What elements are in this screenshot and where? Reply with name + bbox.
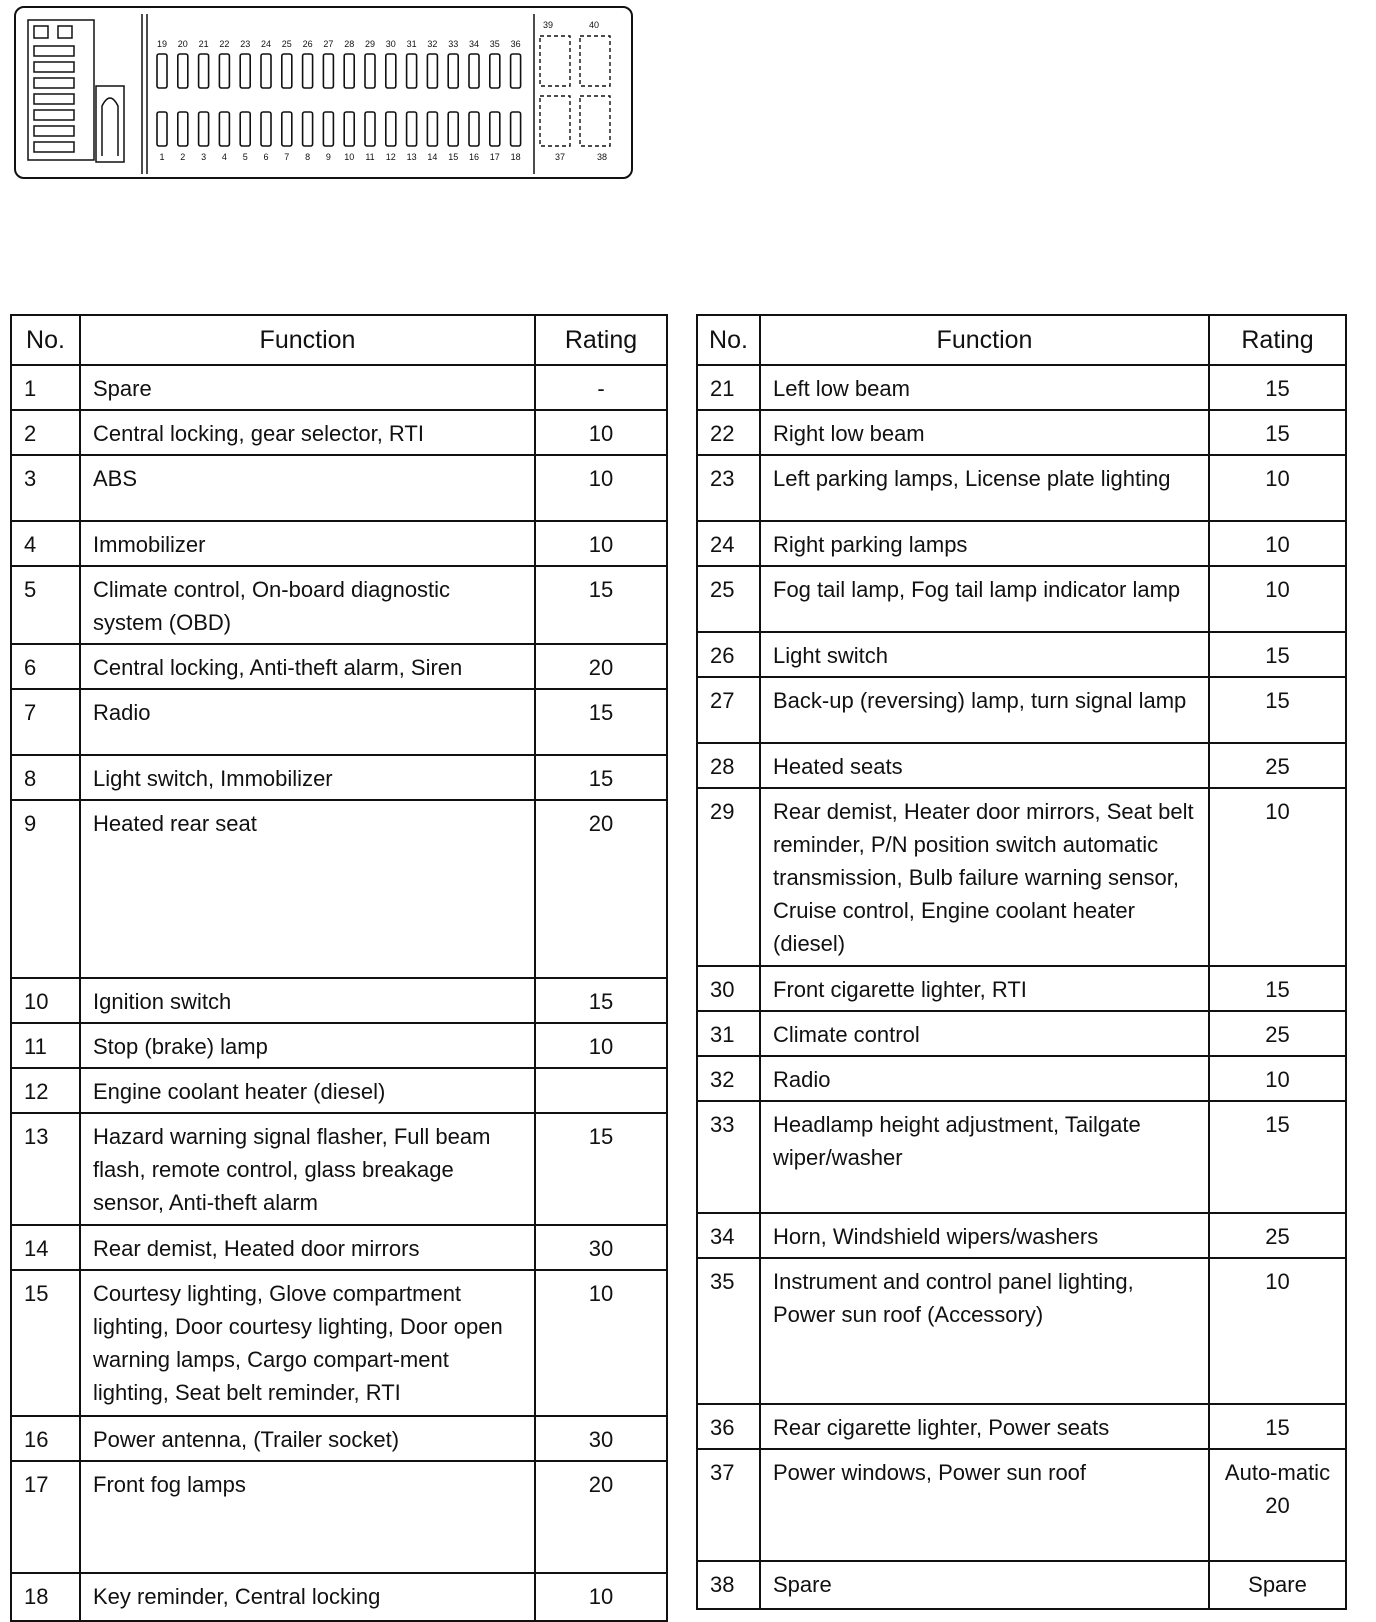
fuse-label: 19 [156, 39, 168, 49]
table-row [11, 978, 667, 1023]
fuse-number: 26 [697, 632, 760, 677]
fuse-number: 25 [697, 566, 760, 632]
fuse-slot [344, 54, 354, 88]
header-function: Function [80, 315, 535, 365]
fuse-slot [365, 112, 375, 146]
top-fuse-number-labels [157, 39, 521, 49]
fuse-rating: 20 [535, 1461, 667, 1573]
fuse-number: 34 [697, 1213, 760, 1258]
fuse-label: 15 [448, 152, 459, 162]
fuse-label: 27 [323, 39, 334, 49]
table-row [697, 365, 1346, 410]
large-fuse-slots [540, 20, 610, 162]
table-row [697, 1011, 1346, 1056]
table-row [697, 1258, 1346, 1404]
table-row [697, 1213, 1346, 1258]
fuse-function: Rear demist, Heated door mirrors [80, 1225, 535, 1270]
fuse-rating: 30 [535, 1225, 667, 1270]
fuse-number: 14 [11, 1225, 80, 1270]
fuse-label: 8 [305, 152, 311, 162]
fuse-table-left [10, 314, 668, 1622]
fuse-function: Central locking, gear selector, RTI [80, 410, 535, 455]
table-row [697, 966, 1346, 1011]
fuse-number: 18 [11, 1573, 80, 1621]
table-row [697, 788, 1346, 966]
fuse-label: 9 [325, 152, 331, 162]
table-row [697, 632, 1346, 677]
fuse-function: Instrument and control panel lighting, Power sun roof (Accessory) [760, 1258, 1209, 1404]
fuse-label: 30 [385, 39, 396, 49]
table-row [697, 1404, 1346, 1449]
fuse-number: 38 [697, 1561, 760, 1609]
fuse-number: 22 [697, 410, 760, 455]
fuse-number: 27 [697, 677, 760, 743]
fuse-slot [490, 112, 500, 146]
fuse-number: 36 [697, 1404, 760, 1449]
fuse-rating: 15 [535, 755, 667, 800]
large-fuse-label: 37 [554, 152, 566, 162]
fuse-rating: 10 [1209, 1258, 1346, 1404]
fuse-rating: 15 [1209, 365, 1346, 410]
fuse-number: 5 [11, 566, 80, 644]
fuse-slot [448, 112, 458, 146]
fuse-rating: 15 [535, 689, 667, 755]
fuse-number: 17 [11, 1461, 80, 1573]
table-row [11, 1461, 667, 1573]
fuse-function: Headlamp height adjustment, Tailgate wiper/washer [760, 1101, 1209, 1213]
large-fuse-label: 38 [596, 152, 608, 162]
fuse-slot [386, 112, 396, 146]
fuse-function: Fog tail lamp, Fog tail lamp indicator lamp [760, 566, 1209, 632]
fuse-rating: 15 [1209, 1101, 1346, 1213]
fuse-label: 3 [201, 152, 207, 162]
fuse-label: 4 [221, 152, 227, 162]
fuse-number: 9 [11, 800, 80, 978]
large-fuse-label: 40 [588, 20, 600, 30]
fuse-function: ABS [80, 455, 535, 521]
top-fuse-row [157, 54, 521, 88]
fuse-label: 32 [427, 39, 438, 49]
table-row [697, 677, 1346, 743]
fuse-slot [157, 112, 167, 146]
fuse-slot [323, 54, 333, 88]
fuse-function: Right parking lamps [760, 521, 1209, 566]
fuse-slot [469, 112, 479, 146]
large-fuse-slot [580, 36, 610, 86]
fuse-slot [199, 112, 209, 146]
fuse-label: 2 [180, 152, 186, 162]
fuse-slot [282, 112, 292, 146]
fuse-label: 21 [198, 39, 209, 49]
fuse-function: Ignition switch [80, 978, 535, 1023]
fuse-number: 37 [697, 1449, 760, 1561]
fuse-rating: 25 [1209, 1011, 1346, 1056]
table-row [11, 689, 667, 755]
table-row [697, 521, 1346, 566]
fuse-rating: 10 [1209, 1056, 1346, 1101]
fuse-label: 35 [489, 39, 500, 49]
fuse-slot [178, 112, 188, 146]
table-row [11, 1068, 667, 1113]
fuse-rating: 10 [1209, 566, 1346, 632]
fuse-number: 7 [11, 689, 80, 755]
fuse-function: Climate control, On-board diagnostic system (OBD) [80, 566, 535, 644]
fuse-slot [240, 112, 250, 146]
table-row [11, 1023, 667, 1068]
fuse-slot [219, 112, 229, 146]
fuse-label: 31 [406, 39, 417, 49]
large-fuse-label: 39 [542, 20, 554, 30]
header-rating: Rating [1209, 315, 1346, 365]
fuse-function: Left low beam [760, 365, 1209, 410]
fuse-function: Power antenna, (Trailer socket) [80, 1416, 535, 1461]
fuse-function: Radio [80, 689, 535, 755]
table-row [697, 566, 1346, 632]
fuse-function: Light switch, Immobilizer [80, 755, 535, 800]
table-row [11, 1416, 667, 1461]
fuse-label: 14 [427, 152, 438, 162]
table-row [11, 1270, 667, 1416]
fuse-number: 2 [11, 410, 80, 455]
fuse-function: Rear cigarette lighter, Power seats [760, 1404, 1209, 1449]
fuse-function: Heated rear seat [80, 800, 535, 978]
fuse-rating: 15 [1209, 677, 1346, 743]
header-no: No. [11, 315, 80, 365]
fuse-number: 3 [11, 455, 80, 521]
fuse-label: 12 [385, 152, 396, 162]
fuse-function: Spare [760, 1561, 1209, 1609]
fuse-slot [199, 54, 209, 88]
fuse-rating: 10 [535, 455, 667, 521]
table-row [697, 1449, 1346, 1561]
fuse-rating: 10 [1209, 455, 1346, 521]
fuse-rating: 25 [1209, 743, 1346, 788]
fuse-label: 36 [510, 39, 521, 49]
fuse-function: Climate control [760, 1011, 1209, 1056]
fuse-function: Heated seats [760, 743, 1209, 788]
fuse-function: Courtesy lighting, Glove compartment lighting, Door courtesy lighting, Door open warning lamps, Cargo compart-ment lighting, Seat belt reminder, RTI [80, 1270, 535, 1416]
fuse-slot [511, 112, 521, 146]
fuse-number: 23 [697, 455, 760, 521]
table-row [697, 1056, 1346, 1101]
fuse-label: 33 [448, 39, 459, 49]
table-row [697, 1561, 1346, 1609]
fuse-number: 30 [697, 966, 760, 1011]
fuse-rating: 25 [1209, 1213, 1346, 1258]
fuse-slot [261, 54, 271, 88]
fuse-label: 5 [242, 152, 248, 162]
fuse-slot [323, 112, 333, 146]
fuse-slot [427, 54, 437, 88]
table-row [697, 455, 1346, 521]
fuse-rating: 10 [1209, 521, 1346, 566]
fuse-slot [303, 54, 313, 88]
fuse-label: 24 [260, 39, 272, 49]
fuse-function: Front fog lamps [80, 1461, 535, 1573]
large-fuse-slot [540, 96, 570, 146]
fuse-number: 10 [11, 978, 80, 1023]
fuse-label: 23 [240, 39, 251, 49]
fuse-function: Power windows, Power sun roof [760, 1449, 1209, 1561]
fuse-rating: 30 [535, 1416, 667, 1461]
fuse-label: 11 [365, 152, 375, 162]
table-row [11, 800, 667, 978]
table-row [697, 743, 1346, 788]
fuse-label: 10 [344, 152, 355, 162]
fuse-slot [261, 112, 271, 146]
fuse-label: 20 [177, 39, 188, 49]
fuse-slot [469, 54, 479, 88]
fuse-function: Engine coolant heater (diesel) [80, 1068, 535, 1113]
fuse-slot [219, 54, 229, 88]
fuse-number: 12 [11, 1068, 80, 1113]
fuse-label: 22 [219, 39, 230, 49]
large-fuse-slot [580, 96, 610, 146]
fuse-label: 25 [281, 39, 292, 49]
table-row [11, 1573, 667, 1621]
fuse-label: 1 [159, 152, 165, 162]
fuse-label: 18 [510, 152, 521, 162]
fuse-number: 28 [697, 743, 760, 788]
fuse-number: 11 [11, 1023, 80, 1068]
fuse-slot [386, 54, 396, 88]
fuse-rating: 15 [535, 1113, 667, 1225]
fuse-function: Key reminder, Central locking [80, 1573, 535, 1621]
fuse-number: 35 [697, 1258, 760, 1404]
header-rating: Rating [535, 315, 667, 365]
fuse-number: 16 [11, 1416, 80, 1461]
fuse-slot [407, 112, 417, 146]
fuse-label: 34 [468, 39, 480, 49]
table-header-row [11, 315, 667, 365]
fuse-number: 4 [11, 521, 80, 566]
table-row [11, 1225, 667, 1270]
fuse-number: 21 [697, 365, 760, 410]
fuse-slot [303, 112, 313, 146]
table-row [697, 410, 1346, 455]
header-no: No. [697, 315, 760, 365]
fuse-rating: 10 [1209, 788, 1346, 966]
fuse-rating: 10 [535, 410, 667, 455]
fuse-slot [344, 112, 354, 146]
fuse-rating: 15 [1209, 966, 1346, 1011]
fuse-slot [157, 54, 167, 88]
table-row [11, 455, 667, 521]
fuse-rating: 15 [535, 566, 667, 644]
fuse-number: 29 [697, 788, 760, 966]
fuse-function: Rear demist, Heater door mirrors, Seat belt reminder, P/N position switch automatic transmission, Bulb failure warning sensor, Cruise control, Engine coolant heater (diesel) [760, 788, 1209, 966]
fuse-rating [535, 1068, 667, 1113]
fuse-function: Left parking lamps, License plate lighting [760, 455, 1209, 521]
fuse-function: Back-up (reversing) lamp, turn signal lamp [760, 677, 1209, 743]
table-row [11, 410, 667, 455]
fuse-label: 16 [468, 152, 480, 162]
fuse-function: Horn, Windshield wipers/washers [760, 1213, 1209, 1258]
fuse-number: 6 [11, 644, 80, 689]
fuse-function: Light switch [760, 632, 1209, 677]
fuse-rating: 10 [535, 1573, 667, 1621]
large-fuse-slot [540, 36, 570, 86]
fuse-number: 33 [697, 1101, 760, 1213]
relay-block [28, 14, 534, 174]
fuse-rating: 20 [535, 800, 667, 978]
fuse-number: 24 [697, 521, 760, 566]
fuse-function: Right low beam [760, 410, 1209, 455]
fuse-rating: 20 [535, 644, 667, 689]
table-row [11, 566, 667, 644]
fuse-function: Central locking, Anti-theft alarm, Siren [80, 644, 535, 689]
table-header-row [697, 315, 1346, 365]
fuse-function: Radio [760, 1056, 1209, 1101]
fuse-label: 7 [284, 152, 290, 162]
fuse-rating: 15 [535, 978, 667, 1023]
table-row [11, 521, 667, 566]
fuse-number: 8 [11, 755, 80, 800]
fuse-label: 26 [302, 39, 313, 49]
fuse-slot [282, 54, 292, 88]
fuse-label: 6 [263, 152, 269, 162]
fuse-number: 1 [11, 365, 80, 410]
fuse-number: 15 [11, 1270, 80, 1416]
fuse-function: Hazard warning signal flasher, Full beam flash, remote control, glass breakage sensor, Anti-theft alarm [80, 1113, 535, 1225]
fuse-table-right [696, 314, 1347, 1610]
table-row [697, 1101, 1346, 1213]
fuse-slot [240, 54, 250, 88]
header-function: Function [760, 315, 1209, 365]
fuse-function: Immobilizer [80, 521, 535, 566]
fuse-slot [407, 54, 417, 88]
fuse-number: 13 [11, 1113, 80, 1225]
fuse-label: 28 [344, 39, 355, 49]
fuse-box-diagram [14, 6, 634, 180]
fuse-number: 31 [697, 1011, 760, 1056]
fuse-rating: - [535, 365, 667, 410]
fuse-label: 17 [489, 152, 500, 162]
fuse-rating: 15 [1209, 410, 1346, 455]
fuse-rating: Auto-matic 20 [1209, 1449, 1346, 1561]
fuse-rating: 10 [535, 1023, 667, 1068]
table-row [11, 1113, 667, 1225]
fuse-rating: 10 [535, 521, 667, 566]
fuse-slot [427, 112, 437, 146]
fuse-slot [178, 54, 188, 88]
fuse-slot [448, 54, 458, 88]
fuse-label: 29 [364, 39, 376, 49]
fuse-slot [511, 54, 521, 88]
table-row [11, 755, 667, 800]
table-row [11, 644, 667, 689]
fuse-label: 13 [406, 152, 417, 162]
bottom-fuse-number-labels [159, 152, 520, 162]
bottom-fuse-row [157, 112, 521, 146]
fuse-slot [365, 54, 375, 88]
fuse-slot [490, 54, 500, 88]
fuse-function: Stop (brake) lamp [80, 1023, 535, 1068]
table-row [11, 365, 667, 410]
fuse-number: 32 [697, 1056, 760, 1101]
fuse-rating: Spare [1209, 1561, 1346, 1609]
fuse-rating: 15 [1209, 632, 1346, 677]
fuse-rating: 10 [535, 1270, 667, 1416]
fuse-rating: 15 [1209, 1404, 1346, 1449]
fuse-function: Spare [80, 365, 535, 410]
fuse-function: Front cigarette lighter, RTI [760, 966, 1209, 1011]
